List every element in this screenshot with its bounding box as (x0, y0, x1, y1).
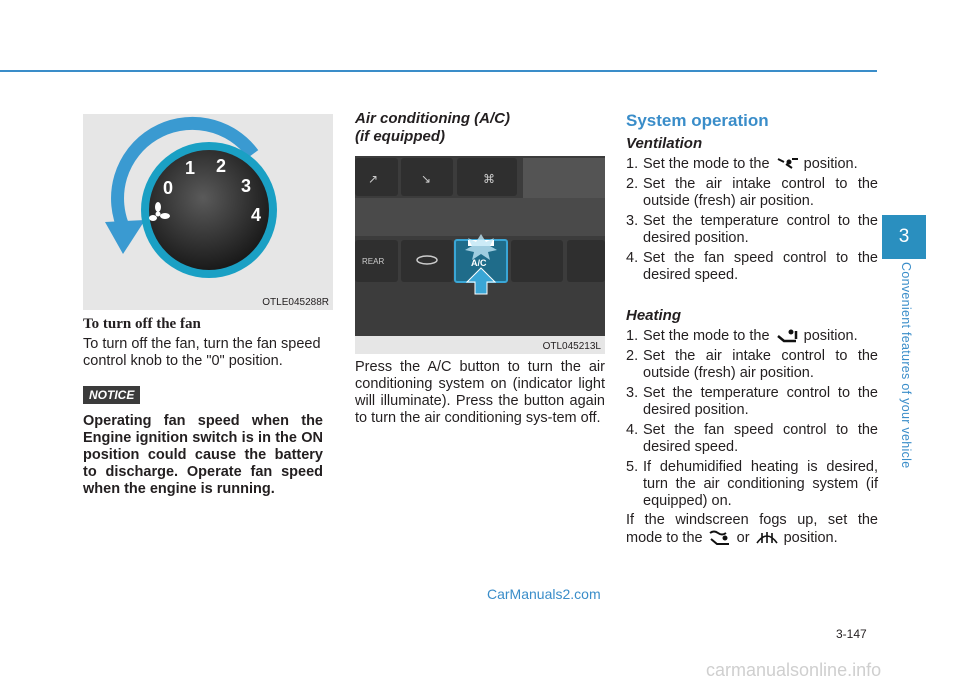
list-item: 1. Set the mode to the position. (626, 328, 858, 344)
list-item: 2. Set the air intake control to the outside (fresh) air position. (626, 348, 878, 381)
page-number: 3-147 (836, 627, 867, 641)
watermark-top[interactable]: CarManuals2.com (487, 586, 601, 602)
chapter-title-vertical (895, 262, 917, 502)
dial-0: 0 (163, 178, 174, 198)
ac-panel-illustration (355, 156, 605, 354)
dial-2: 2 (216, 156, 227, 176)
ac-heading (355, 110, 510, 146)
figure-code: OTL045213L (542, 341, 601, 352)
list-item: 4. Set the fan speed control to the desired speed. (626, 422, 878, 455)
notice-badge: NOTICE (83, 386, 140, 404)
body-text: To turn off the fan, turn the fan speed control knob to the "0" position. (83, 336, 321, 369)
system-operation-heading: System operation (626, 111, 769, 130)
vent-mode-icon (774, 156, 800, 172)
ventilation-title: Ventilation (626, 135, 703, 152)
defrost-mode-icon (754, 529, 780, 547)
section-heading: To turn off the fan (83, 316, 201, 332)
list-item: 1. Set the mode to the position. (626, 156, 858, 172)
dial-3: 3 (241, 176, 252, 196)
ac-panel-figure (355, 156, 605, 354)
ventilation-steps (626, 156, 878, 287)
ac-label: A/C (471, 258, 487, 268)
chapter-title: Convenient features of your vehicle (899, 262, 913, 469)
header-rule (0, 70, 877, 72)
list-item: 3. Set the temperature control to the desired position. (626, 385, 878, 418)
notice-text: Operating fan speed when the Engine ignition switch is in the ON position could cause the battery to discharge. Operate fan speed when the engine is running. (83, 413, 323, 497)
list-item: 3. Set the temperature control to the desired position. (626, 213, 878, 246)
list-item: 5. If dehumidified heating is desired, turn the air conditioning system (if equipped) on. (626, 459, 878, 509)
recirculation-button (401, 240, 453, 282)
svg-text:↘: ↘ (421, 172, 432, 186)
chapter-tab: 3 (882, 215, 926, 259)
heating-title: Heating (626, 307, 682, 324)
fan-knob-illustration (83, 114, 333, 310)
dial-4: 4 (251, 205, 262, 225)
figure-code: OTLE045288R (262, 297, 329, 308)
dial-1: 1 (185, 158, 196, 178)
arrow-head (105, 220, 145, 254)
floor-mode-icon (774, 328, 800, 344)
list-item: 2. Set the air intake control to the outside (fresh) air position. (626, 176, 878, 209)
ac-heading-line2: (if equipped) (355, 128, 445, 145)
svg-text:⌘: ⌘ (483, 172, 495, 186)
svg-text:↗: ↗ (368, 172, 379, 186)
heating-steps (626, 328, 878, 513)
rear-label: REAR (362, 257, 385, 266)
floor-defrost-mode-icon (707, 529, 733, 547)
ac-heading-line1: Air conditioning (A/C) (355, 110, 510, 127)
windscreen-fog-text: If the windscreen fogs up, set the mode to the or position. (626, 512, 878, 546)
fan-knob-figure (83, 114, 333, 310)
ac-body-text: Press the A/C button to turn the air conditioning system on (indicator light will illuminate). Press the button again to turn the air conditioning sys-tem off. (355, 359, 605, 426)
list-item: 4. Set the fan speed control to the desired speed. (626, 250, 878, 283)
watermark-bottom[interactable]: carmanualsonline.info (706, 660, 882, 680)
